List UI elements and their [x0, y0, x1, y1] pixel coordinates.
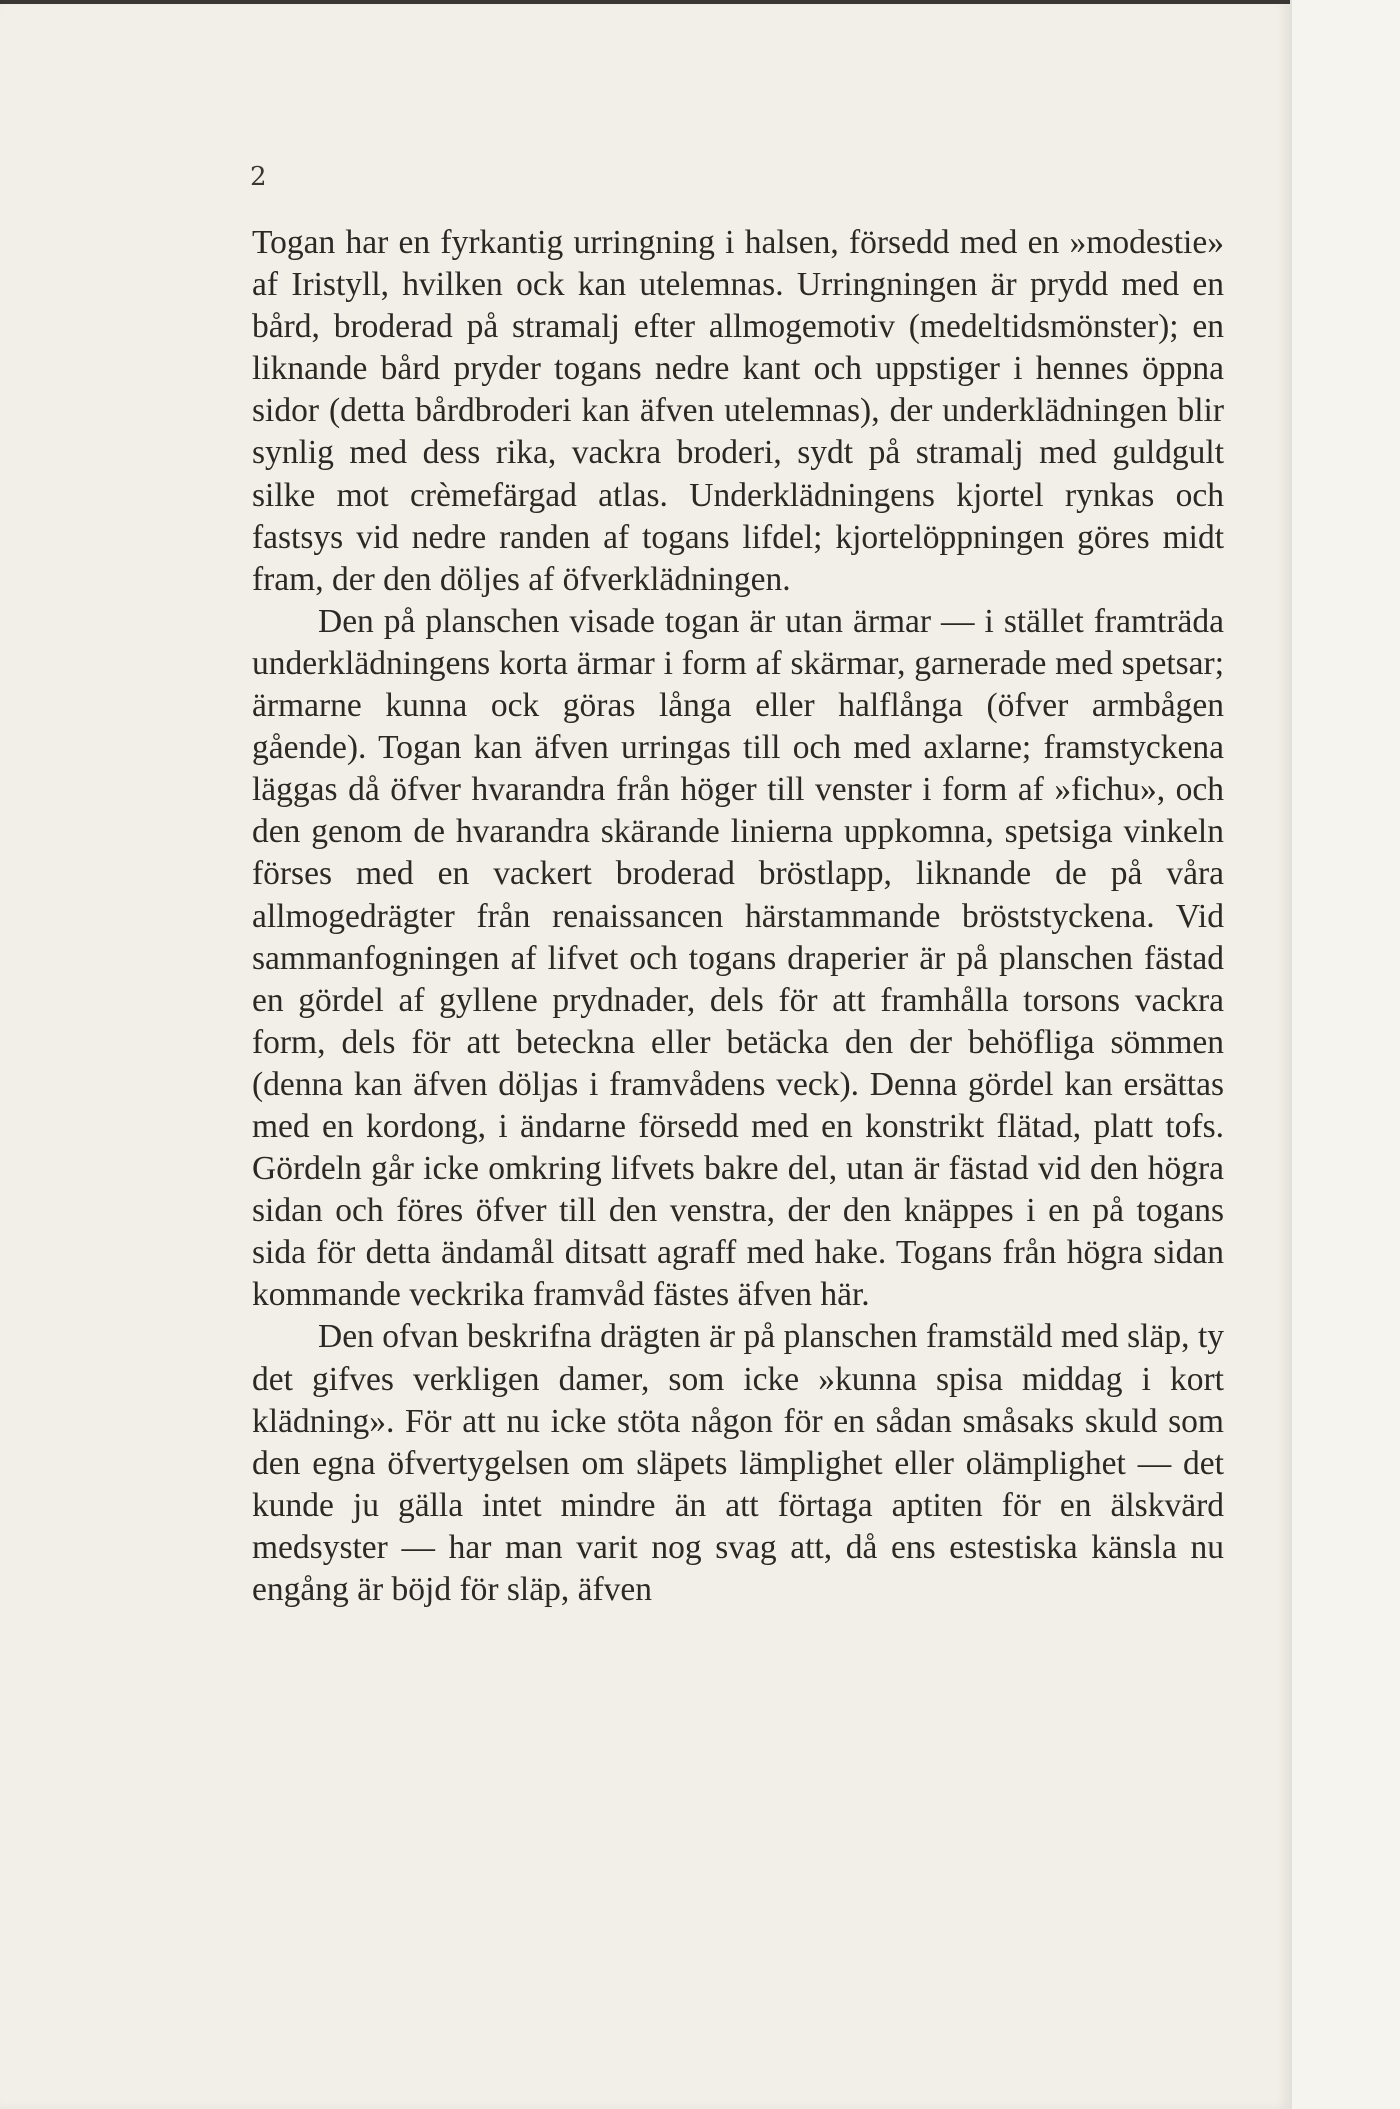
facing-page-edge — [1290, 0, 1400, 2109]
paragraph-2: Den på planschen visade togan är utan ärmar — i stället framträda underklädningens korta ärmar i form af skärmar, garnerade med spetsar; ärmarne kunna ock göras långa eller halflånga (öfver armbågen gående). Togan kan äfven urringas till och med axlarne; framstyckena läggas då öfver hvarandra från höger till venster i form af »fichu», och den genom de hvarandra skärande linierna uppkomna, spetsiga vinkeln förses med en vackert broderad bröstlapp, liknande de på våra allmogedrägter från renaissancen härstammande bröststyckena. Vid sammanfogningen af lifvet och togans draperier är på planschen fästad en gördel af gyllene prydnader, dels för att framhålla torsons vackra form, dels för att beteckna eller betäcka den der behöfliga sömmen (denna kan äfven döljas i framvådens veck). Denna gördel kan ersättas med en kordong, i ändarne försedd med en konstrikt flätad, platt tofs. Gördeln går icke omkring lifvets bakre del, utan är fästad vid den högra sidan och föres öfver till den venstra, der den knäppes i en på togans sida för detta ändamål ditsatt agraff med hake. Togans från högra sidan kommande veckrika framvåd fästes äfven här. — [252, 602, 1224, 1314]
body-text — [252, 222, 1224, 1611]
page-number: 2 — [250, 162, 267, 192]
paragraph-3: Den ofvan beskrifna drägten är på planschen framstäld med släp, ty det gifves verkligen damer, som icke »kunna spisa middag i kort klädning». För att nu icke stöta någon för en sådan småsaks skuld som den egna öfvertygelsen om släpets lämplighet eller olämplighet — det kunde ju gälla intet mindre än att förtaga aptiten för en älskvärd medsyster — har man varit nog svag att, då ens estestiska känsla nu engång är böjd för släp, äfven — [252, 1318, 1224, 1608]
paragraph-1: Togan har en fyrkantig urringning i halsen, försedd med en »modestie» af Iristyll, hvilken ock kan utelemnas. Urringningen är prydd med en bård, broderad på stramalj efter allmogemotiv (medeltidsmönster); en liknande bård pryder togans nedre kant och uppstiger i hennes öppna sidor (detta bårdbroderi kan äfven utelemnas), der underklädningen blir synlig med dess rika, vackra broderi, sydt på stramalj med guldgult silke mot crèmefärgad atlas. Underklädningens kjortel rynkas och fastsys vid nedre randen af togans lifdel; kjortelöppningen göres midt fram, der den döljes af öfverklädningen. — [252, 224, 1224, 598]
